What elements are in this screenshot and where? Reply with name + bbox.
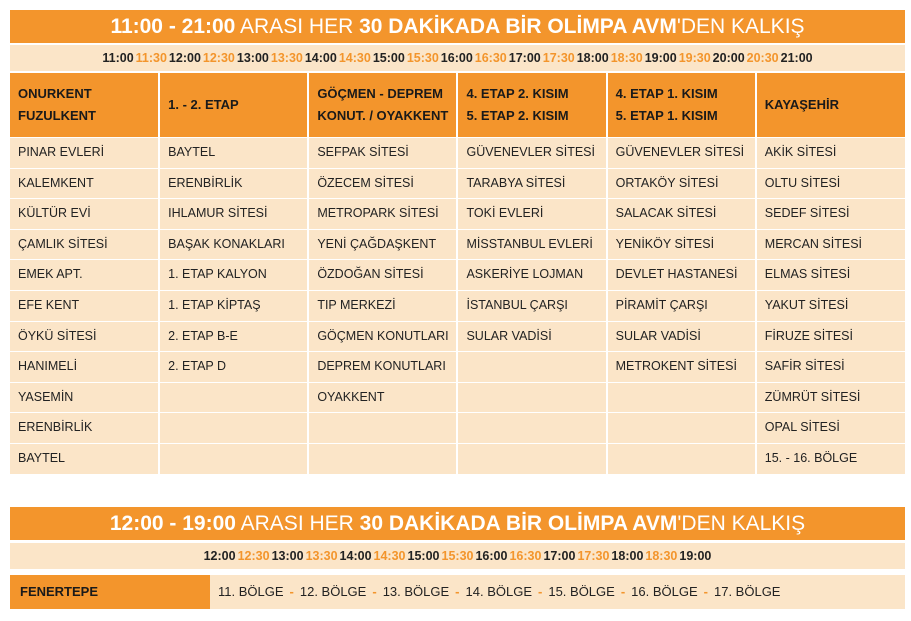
stop-separator: - [372, 584, 377, 599]
banner-text: 'DEN KALKIŞ [676, 15, 805, 38]
departure-time: 13:00 [271, 549, 304, 563]
stop-cell: 1. ETAP KİPTAŞ [159, 290, 308, 321]
stop-cell: ÖYKÜ SİTESİ [10, 321, 159, 352]
stop-name: 11. BÖLGE [218, 584, 284, 599]
table-row [10, 138, 905, 169]
stop-cell: DEVLET HASTANESİ [607, 260, 756, 291]
stop-cell: YENİKÖY SİTESİ [607, 229, 756, 260]
departure-time: 12:00 [203, 549, 236, 563]
banner-text: ARASI HER [235, 15, 360, 38]
route-stops [210, 575, 905, 609]
departure-time: 11:00 [102, 51, 134, 65]
departure-time: 16:30 [474, 51, 507, 65]
time-range: 11:00 - 21:00 [110, 15, 236, 38]
table-row [10, 321, 905, 352]
stop-name: 14. BÖLGE [465, 584, 532, 599]
stop-cell: SEFPAK SİTESİ [308, 138, 457, 169]
departure-time: 16:30 [509, 549, 542, 563]
stop-cell: AKİK SİTESİ [756, 138, 905, 169]
departure-time: 17:30 [577, 549, 610, 563]
table-row [10, 382, 905, 413]
departure-time: 16:00 [440, 51, 473, 65]
departure-time: 18:00 [611, 549, 644, 563]
stop-cell: PİRAMİT ÇARŞI [607, 290, 756, 321]
stop-cell: FİRUZE SİTESİ [756, 321, 905, 352]
stop-cell: IHLAMUR SİTESİ [159, 199, 308, 230]
stop-cell [308, 443, 457, 473]
departure-time: 14:00 [304, 51, 337, 65]
stop-cell: EMEK APT. [10, 260, 159, 291]
table-row [10, 352, 905, 383]
departure-time: 19:30 [678, 51, 711, 65]
departure-time: 15:30 [441, 549, 474, 563]
departure-time: 18:30 [610, 51, 643, 65]
stop-cell [457, 413, 606, 444]
table-row [10, 168, 905, 199]
stop-cell: MERCAN SİTESİ [756, 229, 905, 260]
departure-time: 16:00 [475, 549, 508, 563]
banner-text: ARASI HER [235, 512, 360, 535]
route-header [457, 73, 606, 138]
departure-time: 20:00 [712, 51, 745, 65]
route-header-line: FUZULKENT [18, 108, 96, 123]
route-header-line: 4. ETAP 1. KISIM [615, 86, 718, 101]
stop-cell: ÖZECEM SİTESİ [308, 168, 457, 199]
stop-cell [457, 352, 606, 383]
stop-cell: SULAR VADİSİ [607, 321, 756, 352]
route-header-line: ONURKENT [18, 86, 92, 101]
departure-time: 13:30 [270, 51, 303, 65]
stop-cell: ERENBİRLİK [10, 413, 159, 444]
departure-time: 18:00 [576, 51, 609, 65]
stop-cell [457, 443, 606, 473]
route-header-row [10, 73, 905, 138]
route-header-line: KAYAŞEHİR [764, 97, 839, 112]
stop-cell: 15. - 16. BÖLGE [756, 443, 905, 473]
departure-time: 17:00 [508, 51, 541, 65]
stop-separator: - [703, 584, 708, 599]
stop-cell: METROKENT SİTESİ [607, 352, 756, 383]
stop-cell: METROPARK SİTESİ [308, 199, 457, 230]
stop-cell [159, 443, 308, 473]
departure-time: 20:30 [746, 51, 779, 65]
stop-cell [607, 382, 756, 413]
stop-cell: SULAR VADİSİ [457, 321, 606, 352]
table-row [10, 260, 905, 291]
stop-cell [607, 443, 756, 473]
route-header [159, 73, 308, 138]
departure-time: 17:00 [543, 549, 576, 563]
schedule-banner-1 [10, 10, 905, 43]
departure-time: 14:30 [338, 51, 371, 65]
departure-time: 15:00 [407, 549, 440, 563]
departure-time: 13:00 [236, 51, 269, 65]
stop-cell: OPAL SİTESİ [756, 413, 905, 444]
stop-separator: - [455, 584, 460, 599]
stop-cell: YASEMİN [10, 382, 159, 413]
departure-time: 12:30 [237, 549, 270, 563]
departure-time: 17:30 [542, 51, 575, 65]
stop-cell: ÖZDOĞAN SİTESİ [308, 260, 457, 291]
stop-cell [607, 413, 756, 444]
stop-cell: ERENBİRLİK [159, 168, 308, 199]
route-header [756, 73, 905, 138]
stop-cell: TARABYA SİTESİ [457, 168, 606, 199]
departure-times-1 [10, 45, 905, 71]
stop-cell: BAŞAK KONAKLARI [159, 229, 308, 260]
departure-time: 14:30 [373, 549, 406, 563]
table-row [10, 229, 905, 260]
route-header-line: 5. ETAP 2. KISIM [466, 108, 569, 123]
departure-time: 18:30 [645, 549, 678, 563]
route-header-line: 1. - 2. ETAP [168, 97, 239, 112]
table-row [10, 443, 905, 473]
banner-interval: 30 DAKİKADA BİR OLİMPA AVM [359, 512, 678, 535]
departure-time: 13:30 [305, 549, 338, 563]
stop-cell: ÇAMLIK SİTESİ [10, 229, 159, 260]
route-header-line: 5. ETAP 1. KISIM [615, 108, 718, 123]
stop-cell: OLTU SİTESİ [756, 168, 905, 199]
departure-time: 15:30 [406, 51, 439, 65]
stop-name: 15. BÖLGE [548, 584, 615, 599]
stop-cell: HANIMELİ [10, 352, 159, 383]
stop-cell [457, 382, 606, 413]
stop-cell: İSTANBUL ÇARŞI [457, 290, 606, 321]
departure-time: 19:00 [679, 549, 712, 563]
stop-cell: YAKUT SİTESİ [756, 290, 905, 321]
table-row [10, 199, 905, 230]
route-header [308, 73, 457, 138]
stop-cell: SAFİR SİTESİ [756, 352, 905, 383]
stop-separator: - [620, 584, 626, 599]
stop-cell: BAYTEL [159, 138, 308, 169]
fenertepe-route [10, 575, 905, 609]
stop-cell [159, 382, 308, 413]
stop-cell: PINAR EVLERİ [10, 138, 159, 169]
stop-cell: DEPREM KONUTLARI [308, 352, 457, 383]
stop-cell: ZÜMRÜT SİTESİ [756, 382, 905, 413]
stop-cell: 2. ETAP B-E [159, 321, 308, 352]
departure-time: 12:00 [168, 51, 201, 65]
departure-times-2 [10, 543, 905, 569]
departure-time: 19:00 [644, 51, 677, 65]
table-row [10, 413, 905, 444]
schedule-banner-2 [10, 507, 905, 540]
departure-time: 14:00 [339, 549, 372, 563]
route-header [607, 73, 756, 138]
stop-cell: GÜVENEVLER SİTESİ [607, 138, 756, 169]
stop-cell: MİSSTANBUL EVLERİ [457, 229, 606, 260]
time-range: 12:00 - 19:00 [109, 512, 236, 535]
stop-name: 16. BÖLGE [631, 584, 698, 599]
stop-separator: - [289, 584, 294, 599]
stop-cell: ELMAS SİTESİ [756, 260, 905, 291]
stop-cell: SEDEF SİTESİ [756, 199, 905, 230]
stop-name: 12. BÖLGE [299, 584, 367, 599]
stop-cell: 1. ETAP KALYON [159, 260, 308, 291]
stop-cell: YENİ ÇAĞDAŞKENT [308, 229, 457, 260]
route-table [10, 73, 905, 474]
banner-text: 'DEN KALKIŞ [677, 512, 806, 535]
route-header-line: 4. ETAP 2. KISIM [466, 86, 569, 101]
stop-name: 13. BÖLGE [382, 584, 450, 599]
stop-cell: TIP MERKEZİ [308, 290, 457, 321]
stop-cell: SALACAK SİTESİ [607, 199, 756, 230]
stop-cell: ASKERİYE LOJMAN [457, 260, 606, 291]
stop-cell: TOKİ EVLERİ [457, 199, 606, 230]
departure-time: 15:00 [372, 51, 405, 65]
stop-cell: KALEMKENT [10, 168, 159, 199]
banner-interval: 30 DAKİKADA BİR OLİMPA AVM [359, 15, 677, 38]
stop-cell: 2. ETAP D [159, 352, 308, 383]
departure-time: 21:00 [780, 51, 813, 65]
stop-cell: OYAKKENT [308, 382, 457, 413]
route-header [10, 73, 159, 138]
departure-time: 12:30 [202, 51, 235, 65]
stop-cell: ORTAKÖY SİTESİ [607, 168, 756, 199]
stop-cell [159, 413, 308, 444]
route-header-line: GÖÇMEN - DEPREM [317, 86, 443, 101]
stop-cell: EFE KENT [10, 290, 159, 321]
stop-separator: - [538, 584, 543, 599]
stop-name: 17. BÖLGE [714, 584, 781, 599]
table-row [10, 290, 905, 321]
route-label: FENERTEPE [10, 575, 210, 609]
stop-cell [308, 413, 457, 444]
stop-cell: GÖÇMEN KONUTLARI [308, 321, 457, 352]
stop-cell: GÜVENEVLER SİTESİ [457, 138, 606, 169]
stop-cell: KÜLTÜR EVİ [10, 199, 159, 230]
stop-cell: BAYTEL [10, 443, 159, 473]
departure-time: 11:30 [135, 51, 167, 65]
route-header-line: KONUT. / OYAKKENT [317, 108, 449, 123]
